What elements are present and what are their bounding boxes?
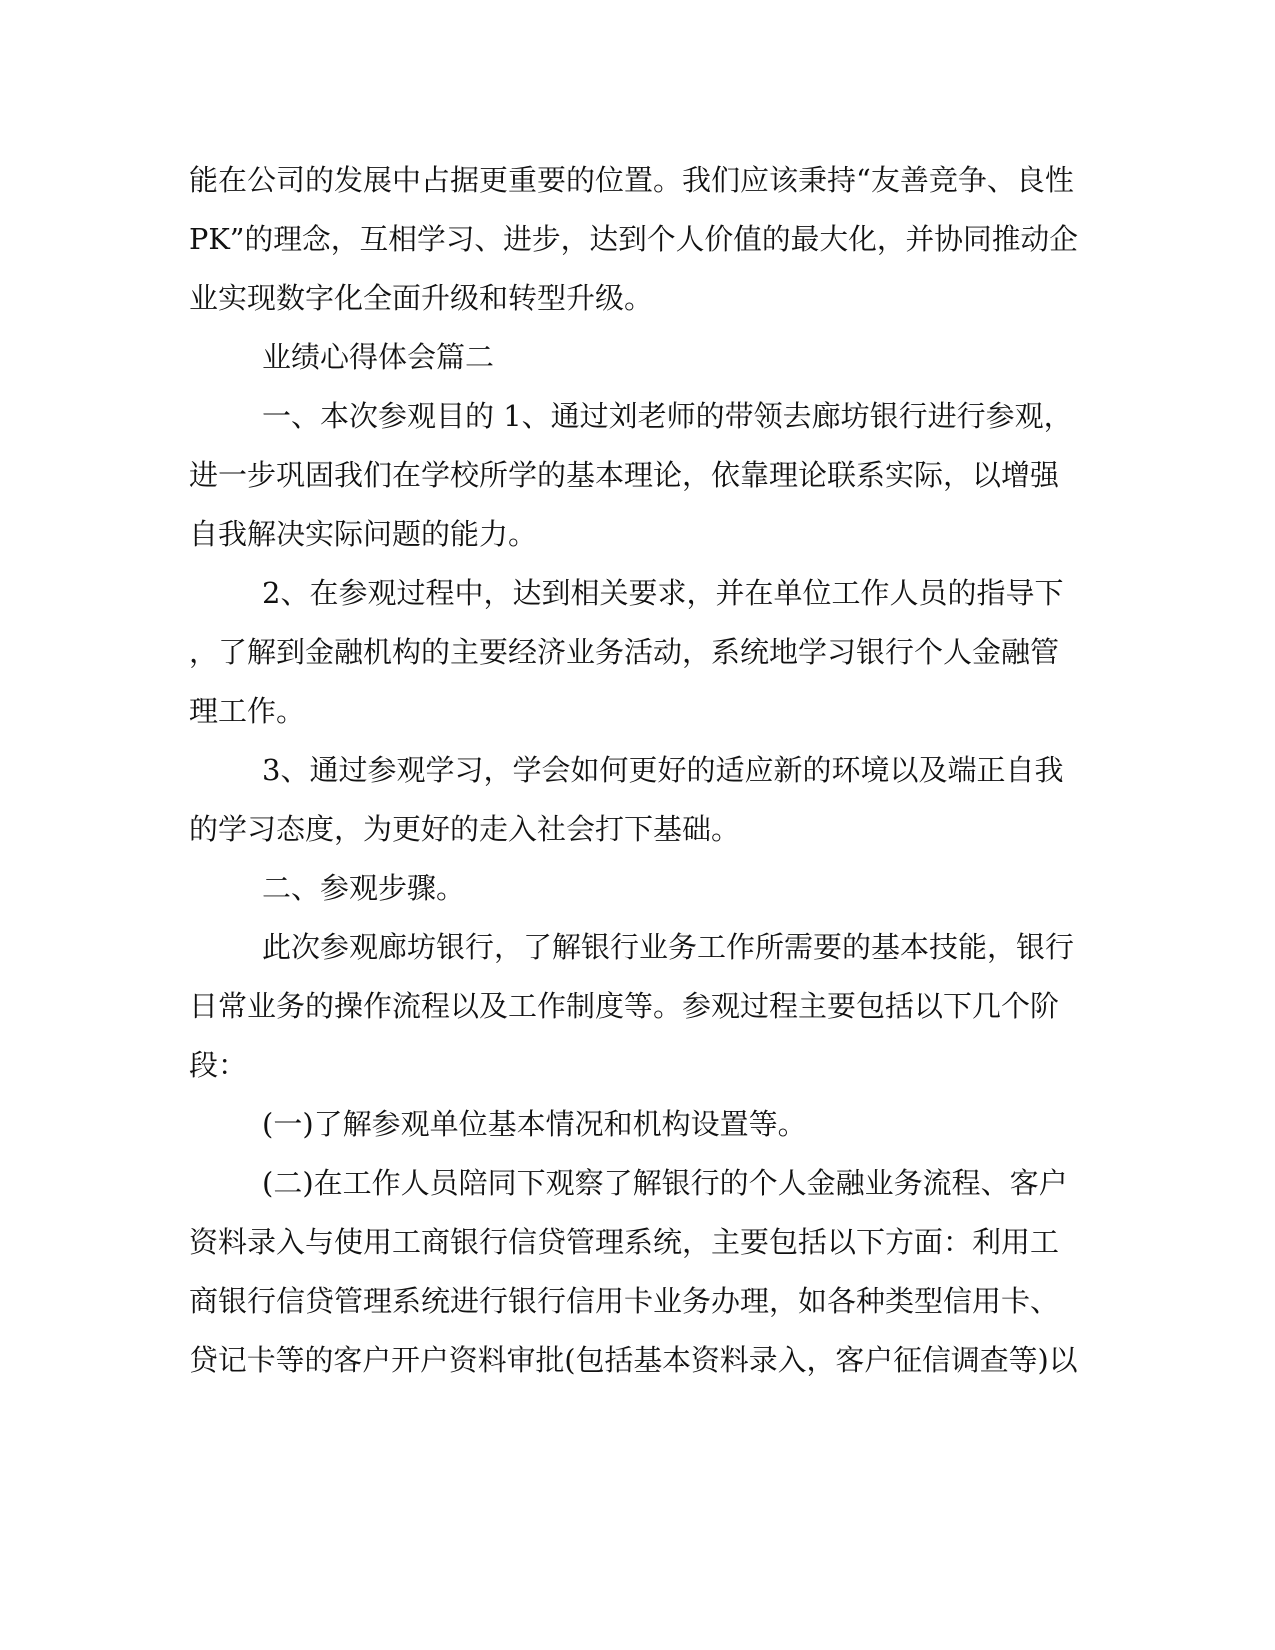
paragraph-line: ，了解到金融机构的主要经济业务活动，系统地学习银行个人金融管	[189, 635, 1060, 669]
paragraph-line: 商银行信贷管理系统进行银行信用卡业务办理，如各种类型信用卡、	[189, 1284, 1060, 1318]
list-item: (二)在工作人员陪同下观察了解银行的个人金融业务流程、客户	[262, 1166, 1068, 1200]
paragraph-line: 2、在参观过程中，达到相关要求，并在单位工作人员的指导下	[262, 576, 1064, 610]
paragraph-line: 的学习态度，为更好的走入社会打下基础。	[189, 812, 741, 846]
paragraph-line: 资料录入与使用工商银行信贷管理系统，主要包括以下方面：利用工	[189, 1225, 1060, 1259]
paragraph-line: 日常业务的操作流程以及工作制度等。参观过程主要包括以下几个阶	[189, 989, 1060, 1023]
paragraph-line: PK”的理念，互相学习、进步，达到个人价值的最大化，并协同推动企	[189, 222, 1079, 256]
paragraph-line: 业实现数字化全面升级和转型升级。	[189, 281, 654, 315]
paragraph-line: 进一步巩固我们在学校所学的基本理论，依靠理论联系实际，以增强	[189, 458, 1060, 492]
paragraph-line: 段：	[189, 1048, 248, 1082]
paragraph-line: 贷记卡等的客户开户资料审批(包括基本资料录入，客户征信调查等)以	[189, 1343, 1078, 1377]
paragraph-line: 自我解决实际问题的能力。	[189, 517, 538, 551]
list-item: (一)了解参观单位基本情况和机构设置等。	[262, 1107, 807, 1141]
paragraph-line: 能在公司的发展中占据更重要的位置。我们应该秉持“友善竞争、良性	[189, 163, 1074, 197]
paragraph-line: 此次参观廊坊银行，了解银行业务工作所需要的基本技能，银行	[262, 930, 1075, 964]
paragraph-line: 3、通过参观学习，学会如何更好的适应新的环境以及端正自我	[262, 753, 1064, 787]
section-heading: 业绩心得体会篇二	[262, 340, 495, 374]
section-heading: 二、参观步骤。	[262, 871, 466, 905]
paragraph-line: 一、本次参观目的 1、通过刘老师的带领去廊坊银行进行参观，	[262, 399, 1073, 433]
paragraph-line: 理工作。	[189, 694, 306, 728]
